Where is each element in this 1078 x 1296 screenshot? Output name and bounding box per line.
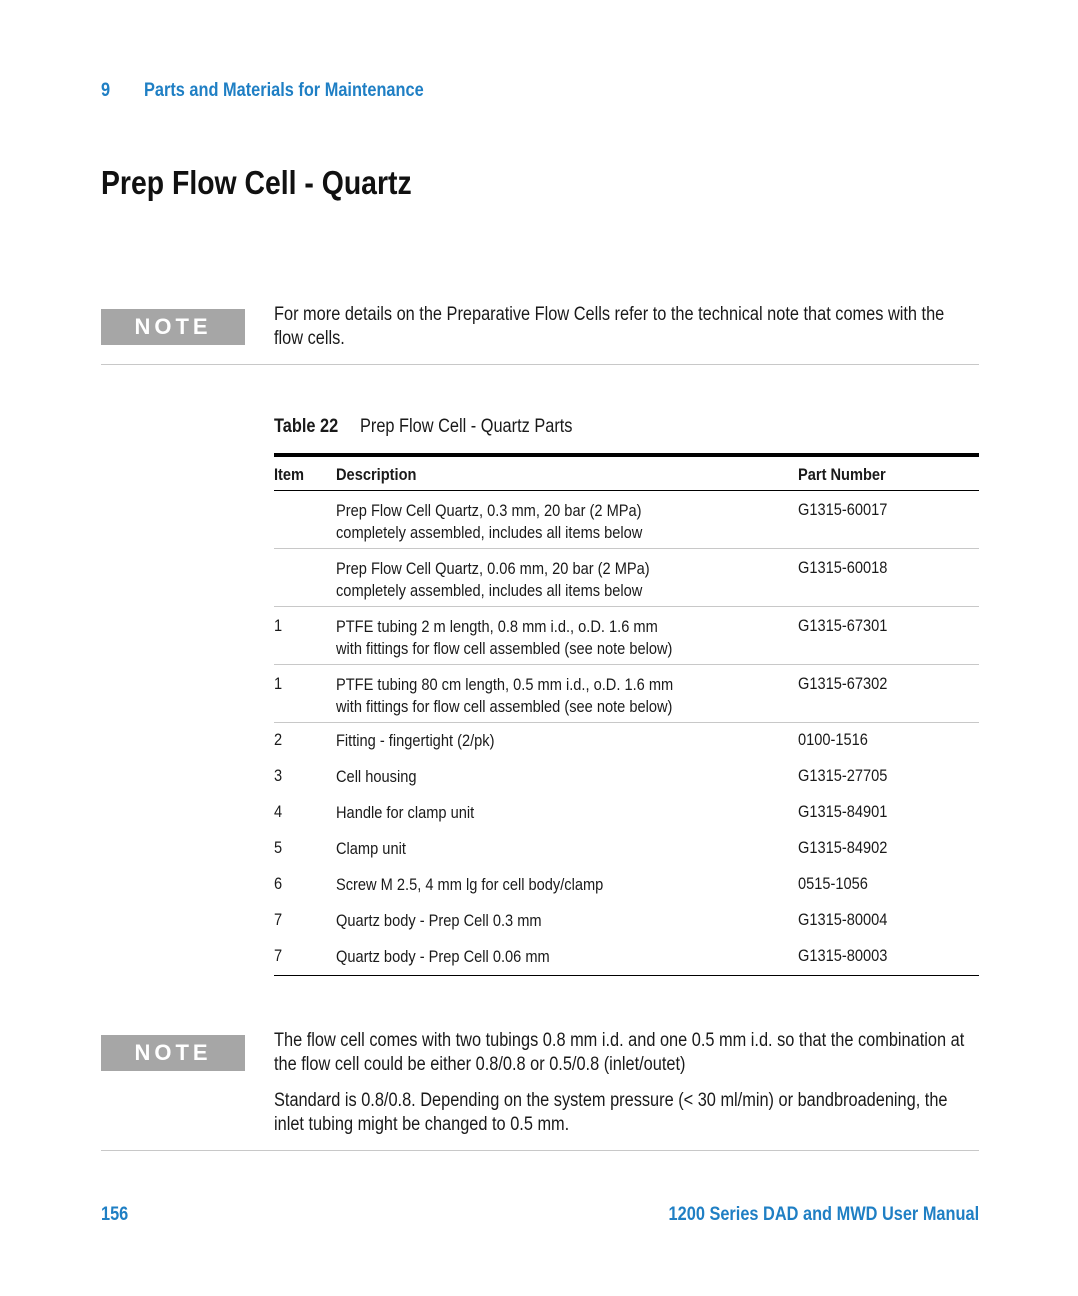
description-cell: Prep Flow Cell Quartz, 0.3 mm, 20 bar (2 MPa) completely assembled, includes all items below	[336, 501, 643, 542]
item-cell: 5	[274, 838, 283, 857]
item-cell: 1	[274, 616, 283, 635]
note-text	[274, 1029, 994, 1137]
chapter-title: Parts and Materials for Maintenance	[144, 80, 424, 101]
part-number-cell: G1315-84901	[798, 802, 888, 821]
part-number-cell: G1315-60017	[798, 500, 888, 519]
description-cell: PTFE tubing 80 cm length, 0.5 mm i.d., o.D. 1.6 mm with fittings for flow cell assembled (see note below)	[336, 675, 674, 716]
part-number-cell: G1315-60018	[798, 558, 888, 577]
item-cell: 6	[274, 874, 283, 893]
part-number-cell: G1315-67302	[798, 674, 888, 693]
item-cell: 7	[274, 946, 283, 965]
table-row	[274, 759, 979, 795]
item-cell: 7	[274, 910, 283, 929]
description-cell: Fitting - fingertight (2/pk)	[336, 731, 495, 750]
part-number-cell: G1315-84902	[798, 838, 888, 857]
table-row	[274, 491, 979, 549]
note-box	[101, 1028, 979, 1151]
table-row	[274, 607, 979, 665]
part-number-cell: G1315-80004	[798, 910, 888, 929]
page-title: Prep Flow Cell - Quartz	[101, 164, 412, 201]
column-header-part-number: Part Number	[798, 465, 886, 484]
note-paragraph: The flow cell comes with two tubings 0.8 mm i.d. and one 0.5 mm i.d. so that the combination at the flow cell could be either 0.8/0.8 or 0.5/0.8 (inlet/outet)	[274, 1030, 965, 1075]
table-row	[274, 795, 979, 831]
description-cell: Clamp unit	[336, 839, 406, 858]
part-number-cell: 0100-1516	[798, 730, 868, 749]
table-row	[274, 723, 979, 759]
part-number-cell: G1315-80003	[798, 946, 888, 965]
manual-name: 1200 Series DAD and MWD User Manual	[668, 1204, 979, 1225]
table-row	[274, 903, 979, 939]
column-header-description: Description	[336, 465, 417, 484]
column-header-item: Item	[274, 465, 305, 484]
description-cell: PTFE tubing 2 m length, 0.8 mm i.d., o.D. 1.6 mm with fittings for flow cell assembled (see note below)	[336, 617, 673, 658]
part-number-cell: 0515-1056	[798, 874, 868, 893]
note-badge: NOTE	[101, 309, 245, 345]
description-cell: Handle for clamp unit	[336, 803, 475, 822]
item-cell: 2	[274, 730, 283, 749]
table-row	[274, 549, 979, 607]
item-cell: 1	[274, 674, 283, 693]
description-cell: Quartz body - Prep Cell 0.06 mm	[336, 947, 550, 966]
chapter-number: 9	[101, 80, 111, 101]
table-row	[274, 939, 979, 975]
description-cell: Cell housing	[336, 767, 417, 786]
table-row	[274, 665, 979, 723]
note-paragraph: Standard is 0.8/0.8. Depending on the system pressure (< 30 ml/min) or bandbroadening, the inlet tubing might be changed to 0.5 mm.	[274, 1090, 948, 1135]
page-number: 156	[101, 1204, 129, 1225]
table-number: Table 22	[274, 416, 339, 437]
note-text: For more details on the Preparative Flow Cells refer to the technical note that comes with the flow cells.	[274, 304, 945, 349]
description-cell: Quartz body - Prep Cell 0.3 mm	[336, 911, 542, 930]
item-cell: 4	[274, 802, 283, 821]
description-cell: Prep Flow Cell Quartz, 0.06 mm, 20 bar (2 MPa) completely assembled, includes all items below	[336, 559, 650, 600]
note-badge: NOTE	[101, 1035, 245, 1071]
parts-table	[274, 453, 979, 976]
description-cell: Screw M 2.5, 4 mm lg for cell body/clamp	[336, 875, 604, 894]
table-row	[274, 867, 979, 903]
part-number-cell: G1315-27705	[798, 766, 888, 785]
table-row	[274, 831, 979, 867]
part-number-cell: G1315-67301	[798, 616, 888, 635]
item-cell: 3	[274, 766, 283, 785]
note-box	[101, 302, 979, 365]
table-title: Prep Flow Cell - Quartz Parts	[360, 416, 573, 437]
page-footer	[101, 1204, 979, 1228]
table-header-row	[274, 457, 979, 491]
